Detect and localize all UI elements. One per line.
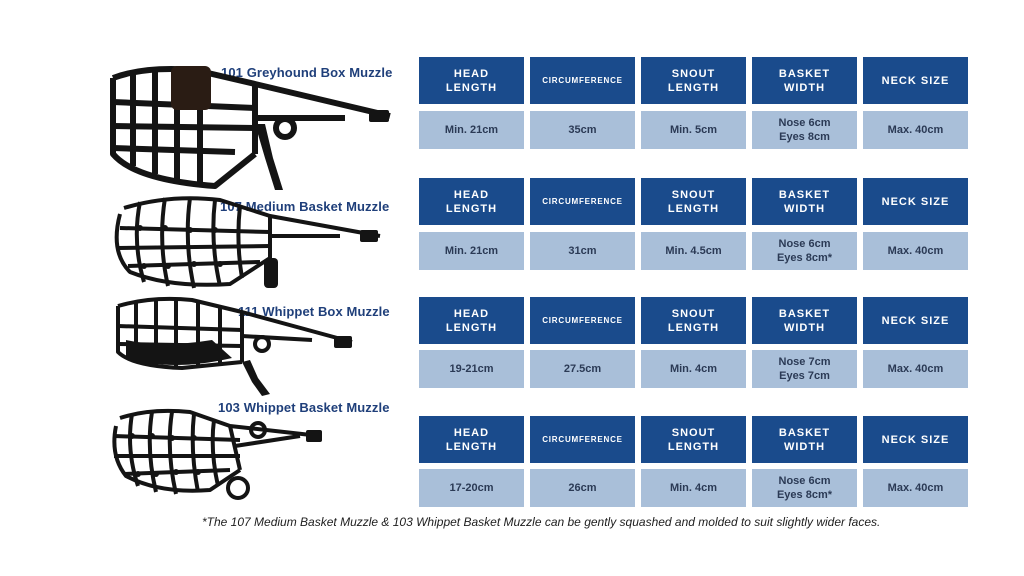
product-title-107: 107 Medium Basket Muzzle [220,199,390,214]
header-row-107 [419,178,968,225]
values-row-111 [419,350,968,388]
header-neck-size: NECK SIZE [863,416,968,463]
value-basket-width: Nose 7cm Eyes 7cm [752,350,857,388]
product-title-103: 103 Whippet Basket Muzzle [218,400,390,415]
value-neck-size: Max. 40cm [863,232,968,270]
header-snout-length: SNOUT LENGTH [641,57,746,104]
header-basket-width: BASKET WIDTH [752,57,857,104]
value-circumference: 27.5cm [530,350,635,388]
header-snout-length: SNOUT LENGTH [641,297,746,344]
values-row-107 [419,232,968,270]
header-basket-width: BASKET WIDTH [752,297,857,344]
value-snout-length: Min. 5cm [641,111,746,149]
header-basket-width: BASKET WIDTH [752,178,857,225]
header-head-length: HEAD LENGTH [419,57,524,104]
header-snout-length: SNOUT LENGTH [641,416,746,463]
product-title-101: 101 Greyhound Box Muzzle [221,65,393,80]
value-snout-length: Min. 4.5cm [641,232,746,270]
footnote: *The 107 Medium Basket Muzzle & 103 Whippet Basket Muzzle can be gently squashed and molded to suit slightly wider faces. [202,515,881,529]
header-row-103 [419,416,968,463]
header-neck-size: NECK SIZE [863,297,968,344]
value-snout-length: Min. 4cm [641,350,746,388]
medium-basket-muzzle-icon [110,192,390,292]
value-neck-size: Max. 40cm [863,350,968,388]
product-title-111: 111 Whippet Box Muzzle [238,304,390,319]
header-neck-size: NECK SIZE [863,57,968,104]
header-circumference: CIRCUMFERENCE [530,178,635,225]
value-basket-width: Nose 6cm Eyes 8cm* [752,469,857,507]
header-circumference: CIRCUMFERENCE [530,416,635,463]
header-head-length: HEAD LENGTH [419,178,524,225]
header-snout-length: SNOUT LENGTH [641,178,746,225]
header-circumference: CIRCUMFERENCE [530,57,635,104]
whippet-basket-muzzle-icon [110,406,330,506]
header-row-101 [419,57,968,104]
value-neck-size: Max. 40cm [863,469,968,507]
values-row-101 [419,111,968,149]
header-row-111 [419,297,968,344]
value-circumference: 26cm [530,469,635,507]
value-head-length: 17-20cm [419,469,524,507]
value-neck-size: Max. 40cm [863,111,968,149]
whippet-box-muzzle-icon [112,296,362,396]
value-basket-width: Nose 6cm Eyes 8cm* [752,232,857,270]
header-basket-width: BASKET WIDTH [752,416,857,463]
header-neck-size: NECK SIZE [863,178,968,225]
value-head-length: Min. 21cm [419,232,524,270]
value-basket-width: Nose 6cm Eyes 8cm [752,111,857,149]
value-circumference: 35cm [530,111,635,149]
value-head-length: Min. 21cm [419,111,524,149]
value-head-length: 19-21cm [419,350,524,388]
value-snout-length: Min. 4cm [641,469,746,507]
header-head-length: HEAD LENGTH [419,416,524,463]
header-circumference: CIRCUMFERENCE [530,297,635,344]
values-row-103 [419,469,968,507]
value-circumference: 31cm [530,232,635,270]
header-head-length: HEAD LENGTH [419,297,524,344]
greyhound-box-muzzle-icon [105,62,395,192]
